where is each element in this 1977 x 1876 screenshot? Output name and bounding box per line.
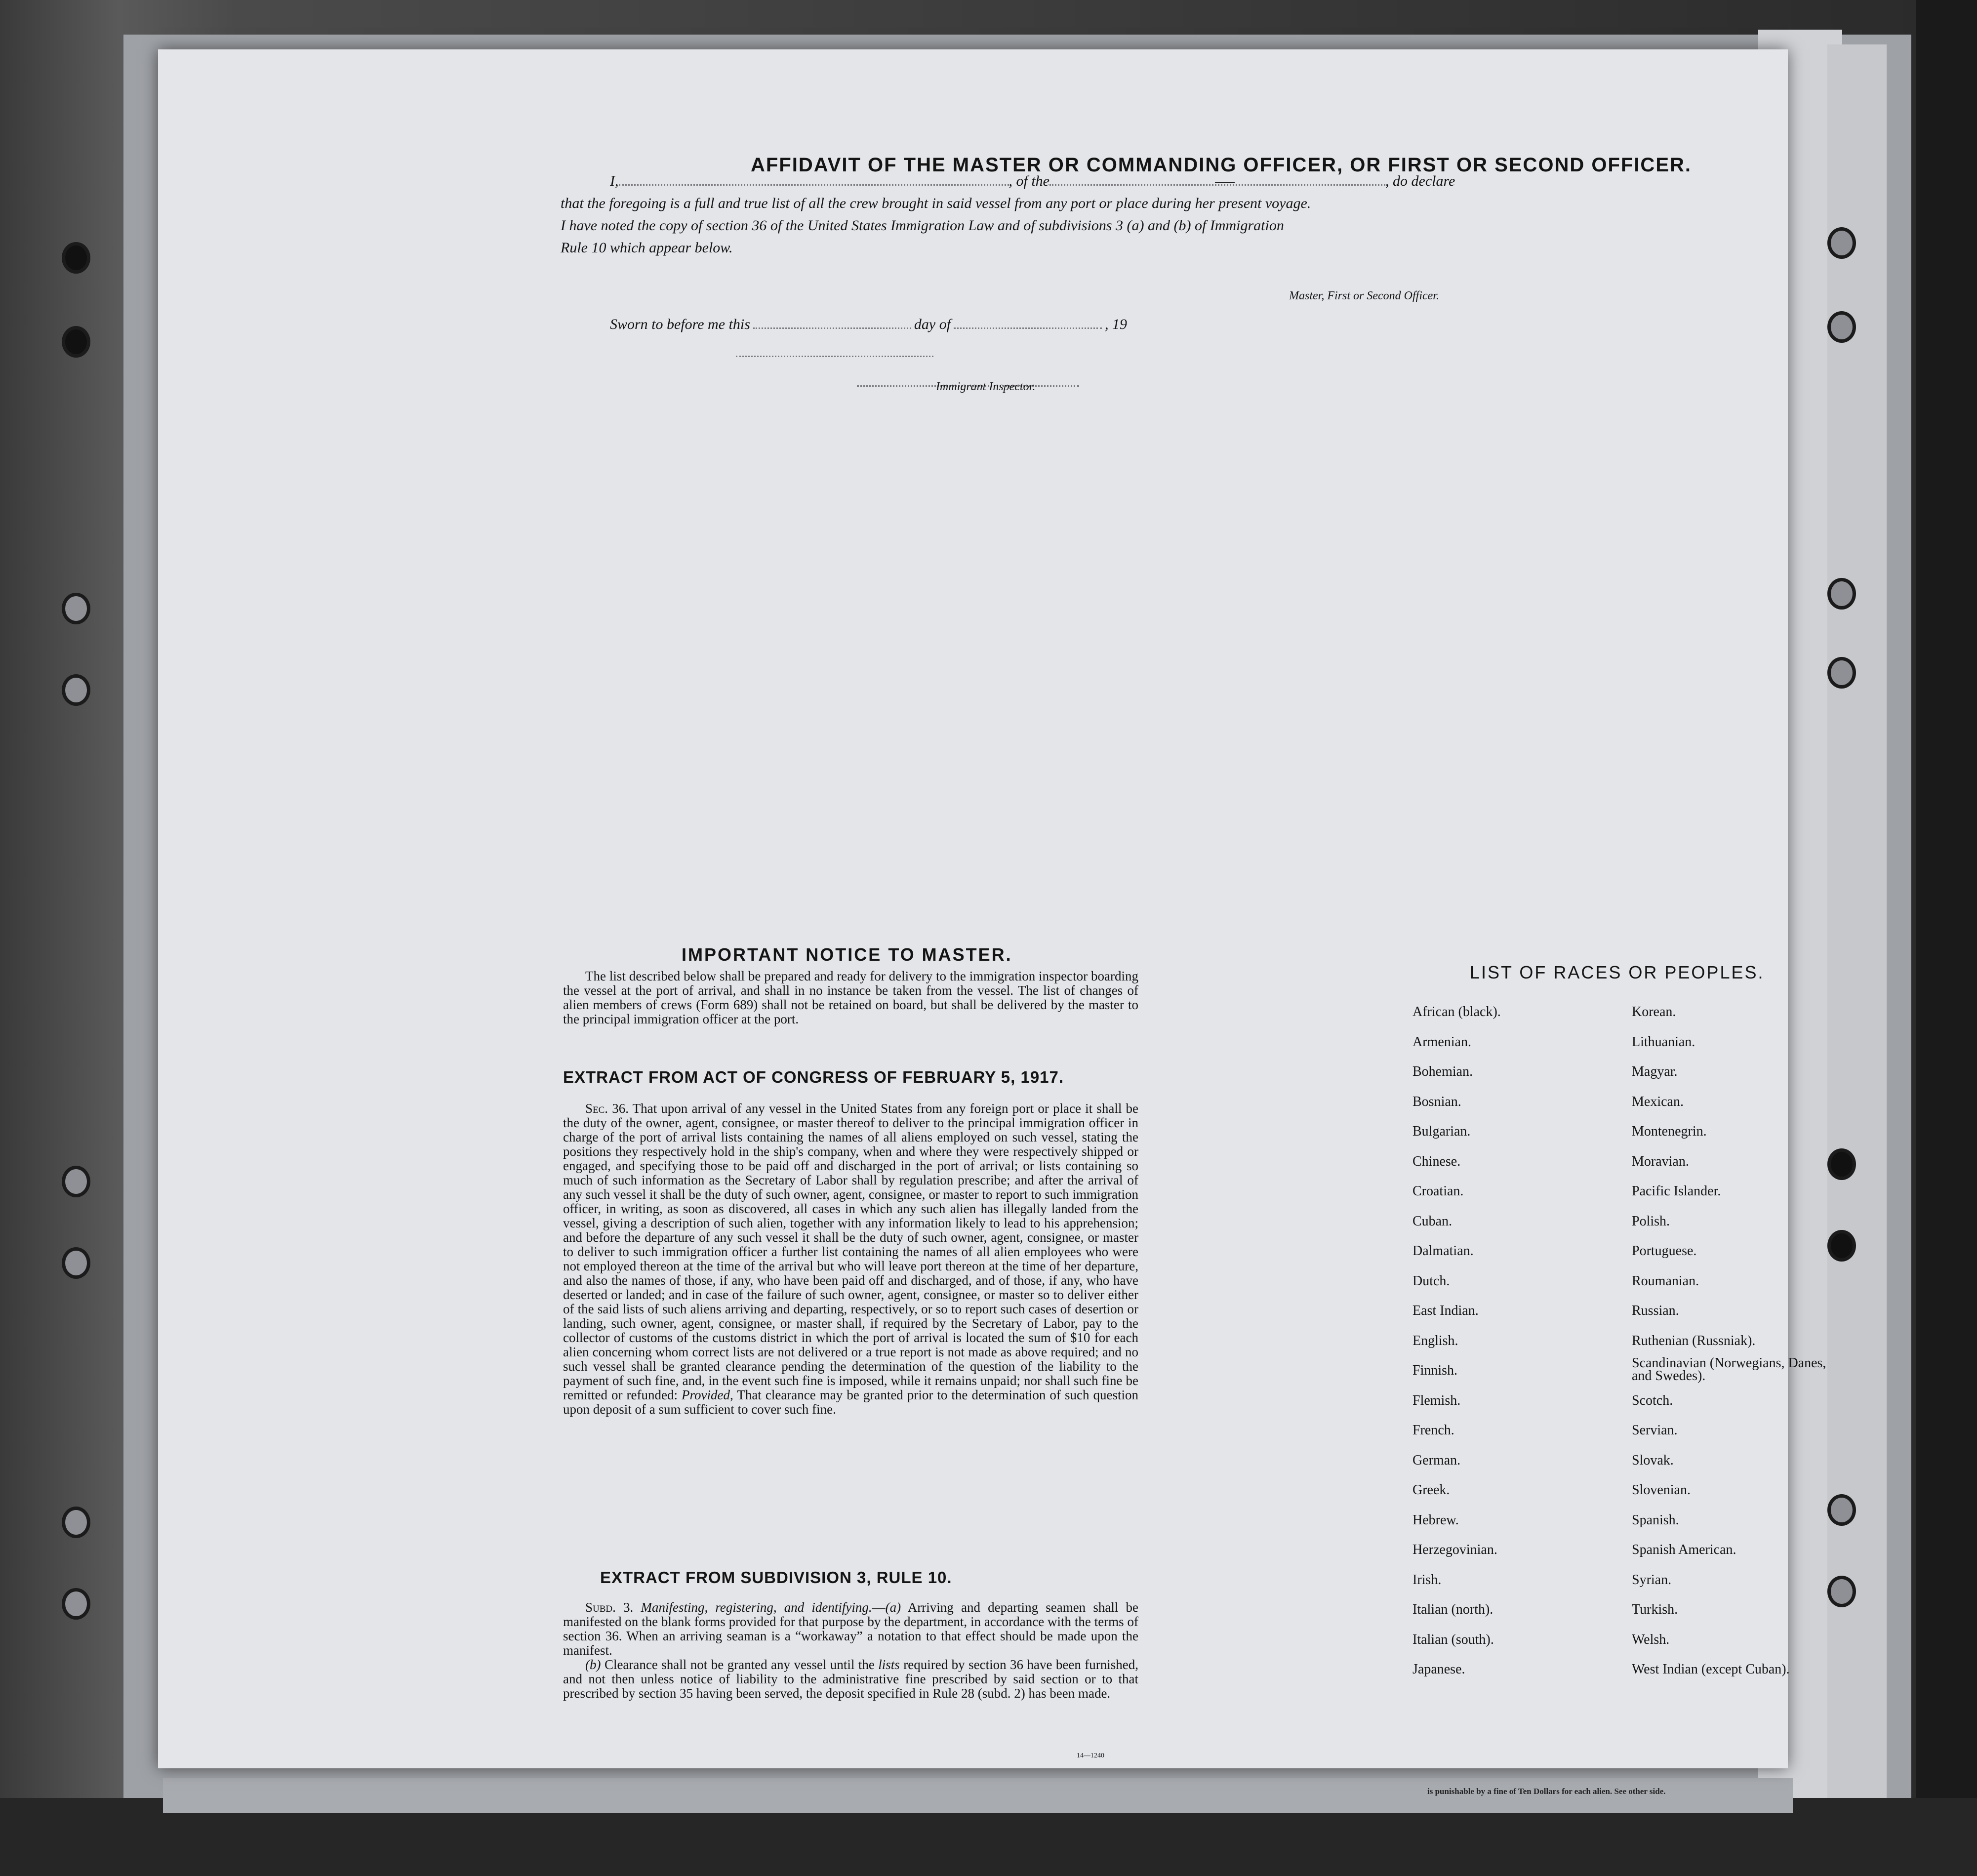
race-entry: Italian (north). [1412,1602,1493,1617]
race-entry: Flemish. [1412,1392,1461,1408]
binding-hole [62,1507,90,1538]
race-entry: Slovenian. [1632,1482,1691,1498]
race-entry: Dutch. [1412,1273,1450,1289]
binding-hole [62,1247,90,1279]
race-entry: Chinese. [1412,1153,1461,1169]
binding-hole [62,593,90,624]
race-entry: Greek. [1412,1482,1450,1498]
clause-b-label: (b) [585,1657,601,1672]
race-entry: Turkish. [1632,1602,1678,1617]
penalty-note: is punishable by a fine of Ten Dollars for each alien. See other side. [1427,1787,1666,1796]
affidavit-line-2: that the foregoing is a full and true list of all the crew brought in said vessel from any port or place during her present voyage. [561,195,1311,211]
clause-b-lists: lists [878,1657,900,1672]
subdivision-3-text: Subd. 3. Manifesting, registering, and identifying.—(a) Arriving and departing seamen shall be manifested on the blank forms provided for that purpose by the department, in accordance with the terms of section 36. When an arriving seaman is a “workaway” a notation to that effect should be made upon the manifest. (b) Clearance shall not be granted any vessel until the lists required by section 36 have been furnished, and not then unless notice of liability to the administrative fine prescribed by said section or to that prescribed by section 35 having been served, the deposit specified in Rule 28 (subd. 2) has been made. [563,1600,1139,1701]
vessel-name-blank [1049,184,1385,186]
race-entry: Bulgarian. [1412,1124,1471,1139]
notice-paragraph: The list described below shall be prepared and ready for delivery to the immigration inspector boarding the vessel at the port of arrival, and shall in no instance be taken from the vessel. The list of changes of alien members of crews (Form 689) shall not be retained on board, but shall be delivered by the master to the principal immigration officer at the port. [563,969,1138,1026]
binding-hole [1827,1494,1856,1526]
declarant-prefix: I, [610,173,619,189]
race-entry: Ruthenian (Russniak). [1632,1333,1756,1348]
race-entry: Dalmatian. [1412,1243,1474,1259]
race-entry: Slovak. [1632,1452,1674,1468]
race-entry: Croatian. [1412,1183,1464,1199]
scan-border-right [1916,0,1977,1876]
binding-hole [1827,1230,1856,1262]
binding-hole [1827,657,1856,689]
race-entry: Magyar. [1632,1064,1678,1079]
extract-rule-title: EXTRACT FROM SUBDIVISION 3, RULE 10. [600,1568,952,1587]
sworn-day-blank [753,327,911,329]
sworn-year-prefix: , 19 [1105,316,1128,332]
affidavit-line-3: I have noted the copy of section 36 of the United States Immigration Law and of subdivisions 3 (a) and (b) of Immigration [561,217,1284,234]
vessel-prefix: , of the [1009,173,1049,189]
manifest-back-page [158,49,1826,1768]
binding-hole [1827,1576,1856,1607]
inspector-caption: Immigrant Inspector. [936,380,1036,393]
race-entry: Polish. [1632,1213,1670,1229]
subdivision-label: Subd. 3. [585,1600,634,1615]
binding-hole [1827,227,1856,259]
affidavit-line-4: Rule 10 which appear below. [561,240,733,256]
race-entry: Montenegrin. [1632,1124,1707,1139]
race-entry: Portuguese. [1632,1243,1697,1259]
affidavit-title: AFFIDAVIT OF THE MASTER OR COMMANDING OFFICER, OR FIRST OR SECOND OFFICER. [751,154,1692,176]
binding-hole [1827,1148,1856,1180]
section-36-body-end: That clearance may be granted prior to the determination of such question upon deposit of a sum sufficient to cover such fine. [563,1387,1138,1417]
race-entry: Bosnian. [1412,1094,1461,1109]
notice-text [563,969,1138,1026]
race-entry: Syrian. [1632,1572,1672,1588]
binding-hole [1827,578,1856,610]
sworn-month-prefix: day of [914,316,951,332]
under-sheet-edge [1827,44,1887,1808]
subdivision-heading: Manifesting, registering, and identifying. [641,1600,872,1615]
declare-suffix: , do declare [1385,173,1455,189]
race-entry: East Indian. [1412,1303,1479,1318]
section-label: Sec. 36. [585,1101,629,1116]
race-entry: Korean. [1632,1004,1676,1020]
race-entry: Pacific Islander. [1632,1183,1721,1199]
binding-hole [62,1588,90,1620]
clause-b-text: Clearance shall not be granted any vessel until the [604,1657,875,1672]
race-entry: Spanish American. [1632,1542,1736,1557]
declarant-name-blank [619,184,1009,186]
race-entry: Italian (south). [1412,1631,1494,1647]
race-entry: Bohemian. [1412,1064,1473,1079]
race-entry: Russian. [1632,1303,1679,1318]
clause-b-text-end: required by section 36 have been furnished, and not then unless notice of liability to the administrative fine prescribed by said section or to that prescribed by section 35 having been served, the deposit specified in Rule 28 (subd. 2) has been made. [563,1657,1139,1701]
race-entry: Hebrew. [1412,1512,1459,1528]
clause-a-text: Arriving and departing seamen shall be manifested on the blank forms provided for that purpose by the department, in accordance with the terms of section 36. When an arriving seaman is a “workaway” a notation to that effect should be made upon the manifest. [563,1600,1138,1658]
races-title: LIST OF RACES OR PEOPLES. [1470,962,1765,982]
extract-act-title: EXTRACT FROM ACT OF CONGRESS OF FEBRUARY 5, 1917. [563,1068,1064,1086]
notice-title: IMPORTANT NOTICE TO MASTER. [682,944,1012,965]
binding-hole [62,242,90,274]
race-entry: Mexican. [1632,1094,1684,1109]
race-entry: Finnish. [1412,1363,1458,1378]
sworn-month-blank [954,327,1102,329]
form-number: 14—1240 [1077,1752,1104,1759]
binding-hole [62,1166,90,1197]
race-entry: Armenian. [1412,1034,1471,1050]
race-entry: Irish. [1412,1572,1442,1588]
race-entry: Scandinavian (Norwegians, Danes, and Swedes). [1632,1355,1826,1384]
affidavit-declaration-line [610,173,1455,190]
race-entry: West Indian (except Cuban). [1632,1662,1790,1677]
section-36-body: That upon arrival of any vessel in the United States from any foreign port or place it shall be the duty of the owner, agent, consignee, or master thereof to deliver to the principal immigration officer in charge of the port of arrival lists containing the names of all aliens employed on such vessel, stating the positions they respectively hold in the ship's company, when and where they were respectively shipped or engaged, and specifying those to be paid off and discharged in the port of arrival; or lists containing so much of such information as the Secretary of Labor shall by regulation prescribe; and after the arrival of any such vessel it shall be the duty of such owner, agent, consignee, or master to report to such immigration officer, in writing, as soon as discovered, all cases in which any such alien has illegally landed from the vessel, giving a description of such alien, together with any information likely to lead to his apprehension; and before the departure of any such vessel it shall be the duty of such owner, agent, consignee, or master to deliver to such immigration officer a further list containing the names of all alien employees who were not employed thereon at the time of the arrival but who will leave port thereon at the time of her departure, and also the names of those, if any, who have been paid off and discharged, and of those, if any, who have deserted or landed; and in case of the failure of such owner, agent, consignee, or master so to deliver either of the said lists of such aliens arriving and departing, respectively, or so to report such cases of desertion or landing, such owner, agent, consignee, or master shall, if required by the Secretary of Labor, pay to the collector of customs of the customs district in which the port of arrival is located the sum of $10 for each alien concerning whom correct lists are not delivered or a true report is not made as above required; and no such vessel shall be granted clearance pending the determination of the question of the liability to the payment of such fine, and, in the event such fine is imposed, while it remains unpaid; nor shall such fine be remitted or refunded: [563,1101,1138,1402]
race-entry: Moravian. [1632,1153,1689,1169]
binding-hole [62,326,90,358]
inspector-signature-blank [736,356,933,357]
provided-clause-label: Provided, [682,1387,733,1402]
section-36-text [563,1101,1138,1417]
race-entry: Servian. [1632,1423,1678,1438]
race-entry: German. [1412,1452,1461,1468]
race-entry: Japanese. [1412,1662,1465,1677]
race-entry: Herzegovinian. [1412,1542,1497,1557]
race-entry: Roumanian. [1632,1273,1699,1289]
sworn-prefix: Sworn to before me this [610,316,750,332]
binding-hole [1827,311,1856,343]
race-entry: French. [1412,1423,1454,1438]
race-entry: Cuban. [1412,1213,1452,1229]
race-entry: Scotch. [1632,1392,1673,1408]
race-entry: English. [1412,1333,1458,1348]
master-signature-caption: Master, First or Second Officer. [1289,289,1439,302]
race-entry: Welsh. [1632,1631,1670,1647]
race-entry: Lithuanian. [1632,1034,1695,1050]
sworn-line [610,316,1127,333]
race-entry: Spanish. [1632,1512,1679,1528]
race-entry: African (black). [1412,1004,1501,1020]
clause-a-label: (a) [885,1600,901,1615]
binding-hole [62,674,90,706]
